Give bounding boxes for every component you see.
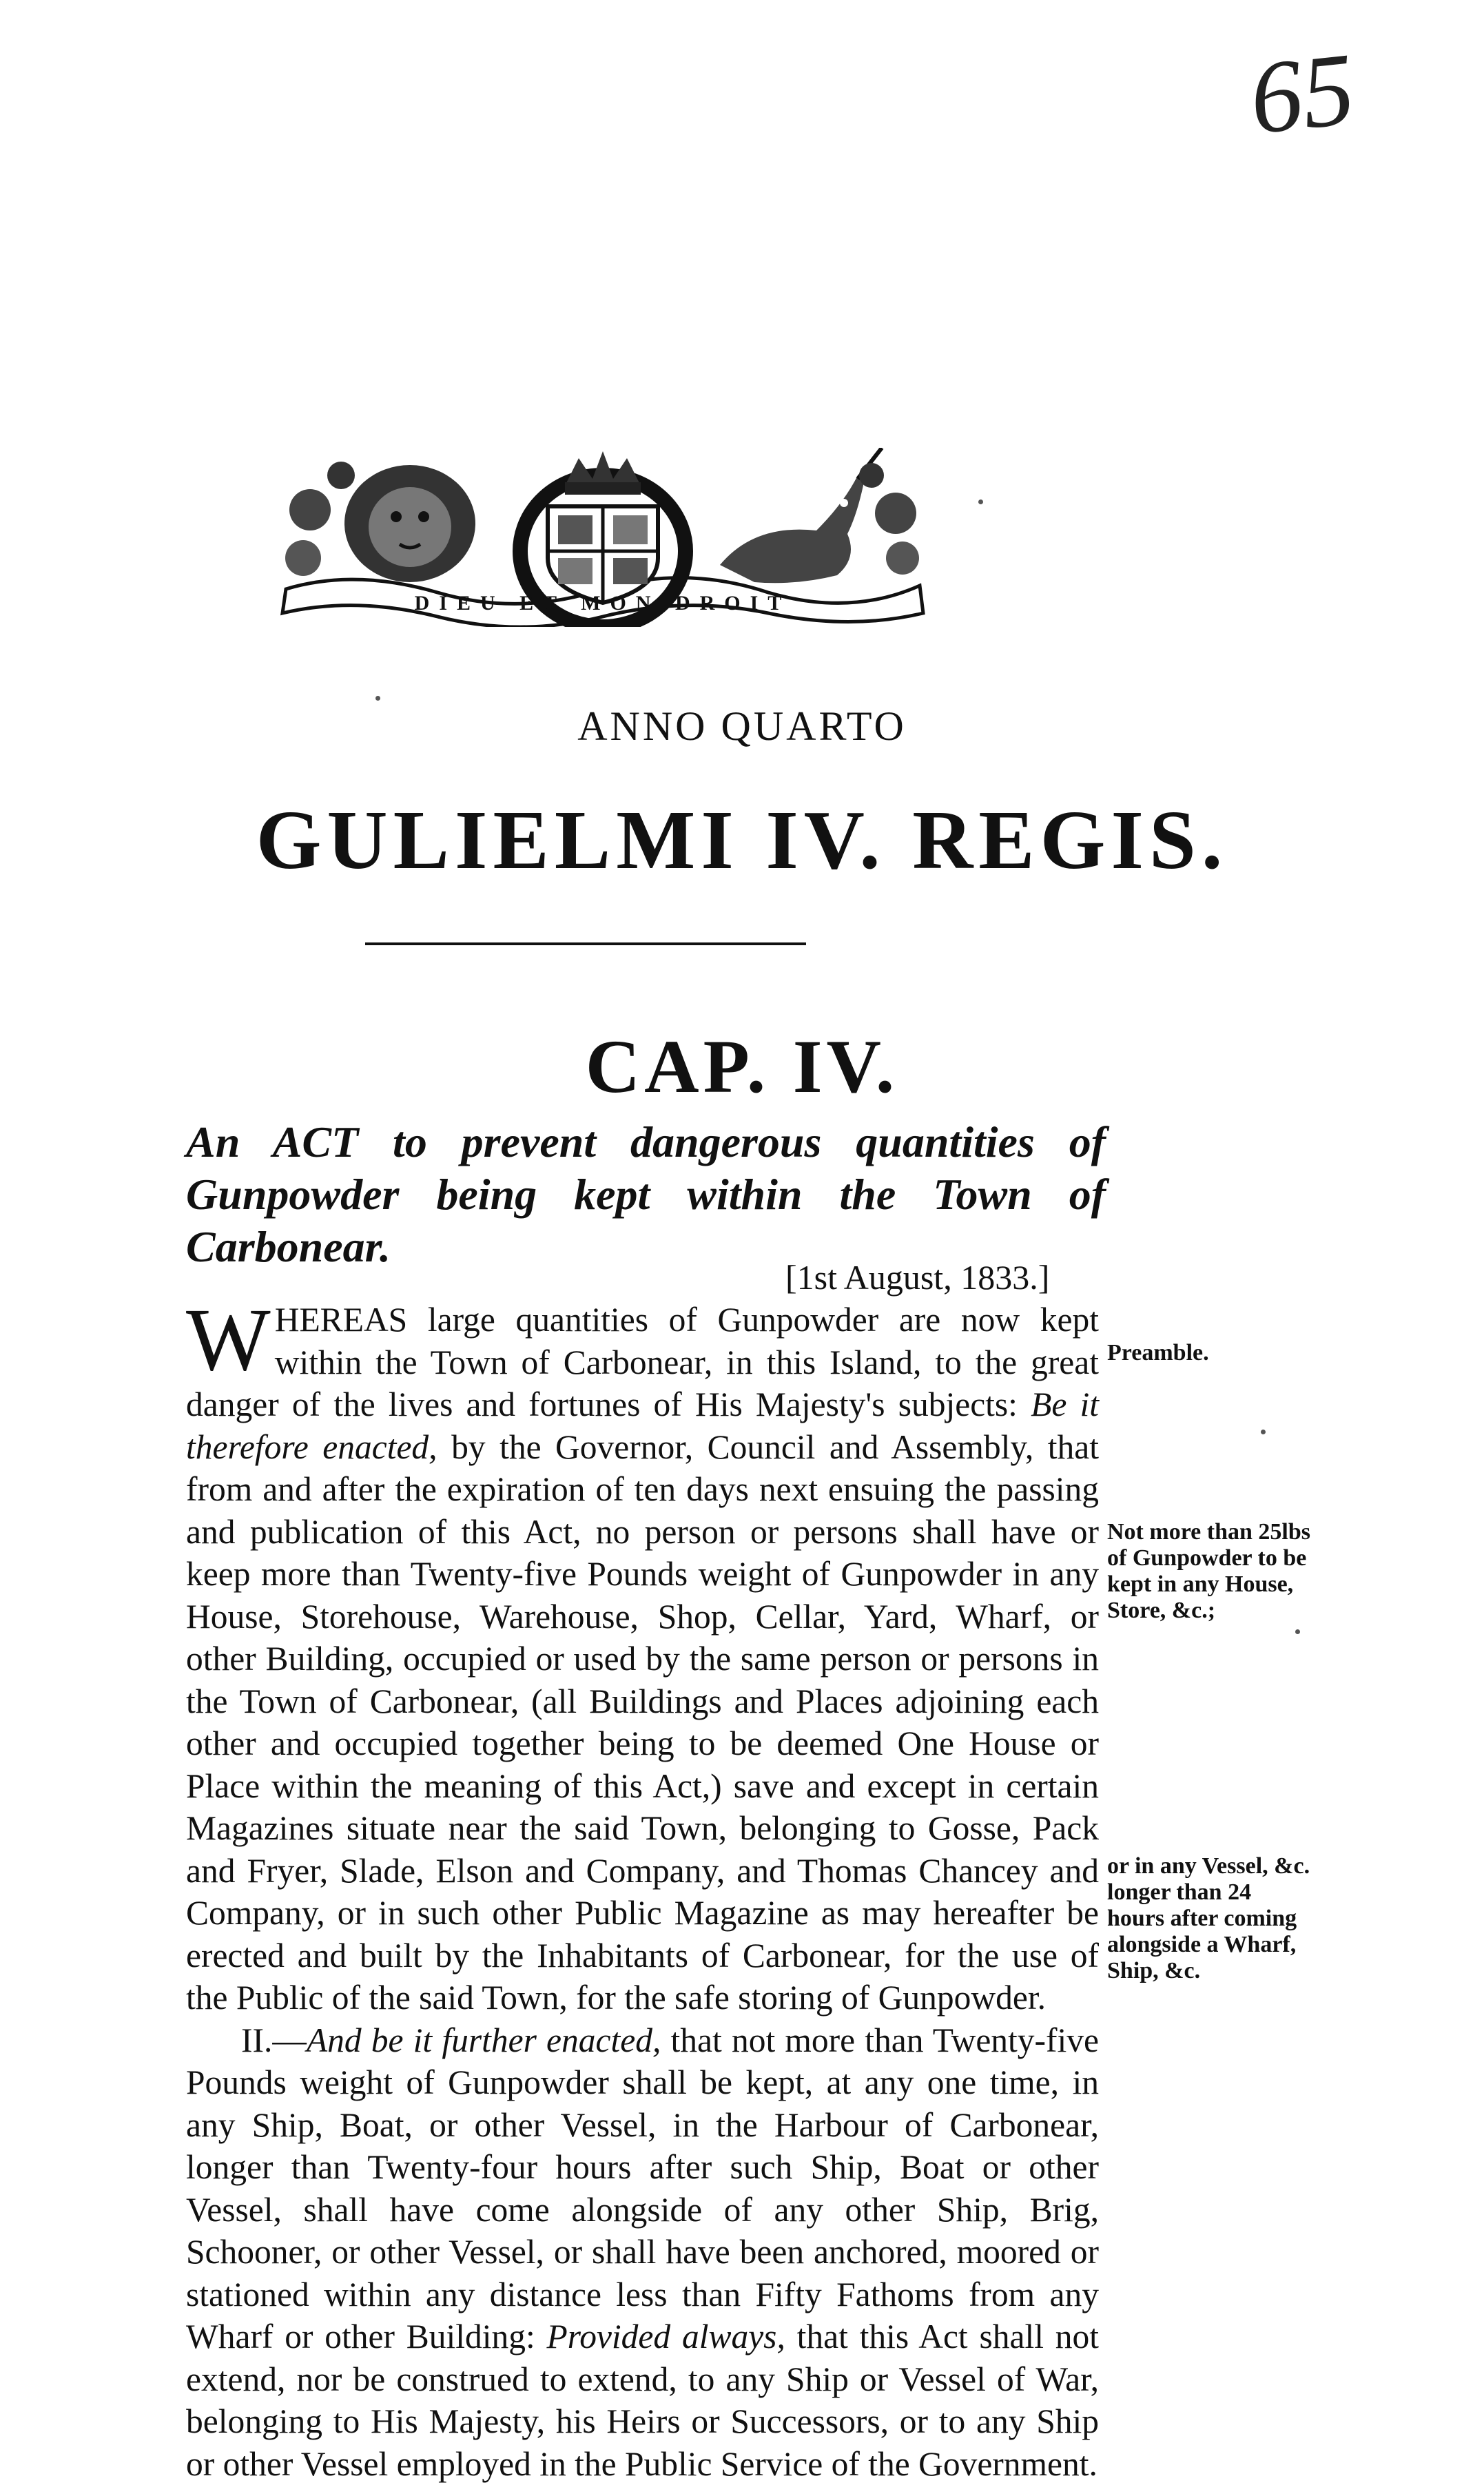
heading-anno: ANNO QUARTO	[0, 703, 1484, 750]
print-speck	[978, 499, 983, 504]
heading-cap: CAP. IV.	[0, 1023, 1484, 1111]
section-two-text-b: that this Act shall not extend, nor be construed to extend, to any Ship or Vessel of War, belonging to His Majesty, his Heirs or Successors, or to any Ship or other Vessel employed in the Public Service of the Government.	[186, 2318, 1099, 2483]
unicorn-icon	[720, 448, 882, 583]
royal-coat-of-arms	[272, 448, 934, 627]
preamble-paragraph	[186, 1299, 1099, 2019]
section-number: II.—	[241, 2021, 307, 2059]
crest-motto: DIEU ET MON DROIT	[415, 592, 792, 615]
margin-note-vessel: or in any Vessel, &c. longer than 24 hours after coming alongside a Wharf, Ship, &c.	[1107, 1853, 1314, 1984]
preamble-text-b: by the Governor, Council and Assembly, that from and after the expiration of ten days next ensuing the passing and publication of this Act, no person or persons shall have or keep more than Twenty-five Pounds weight of Gunpowder in any House, Storehouse, Warehouse, Shop, Cellar, Yard, Wharf, or other Building, occupied or used by the same person or persons in the Town of Carbonear, (all Buildings and Places adjoining each other and occupied together being to be deemed One House or Place within the meaning of this Act,) save and except in certain Magazines situate near the said Town, belonging to Gosse, Pack and Fryer, Slade, Elson and Company, and Thomas Chancey and Company, or in such other Public Magazine as may hereafter be erected and built by the Inhabitants of Carbonear, for the use of the Public of the said Town, for the safe storing of Gunpowder.	[186, 1428, 1099, 2017]
proviso-clause: Provided always,	[547, 2318, 785, 2355]
lion-icon	[344, 465, 475, 582]
page-number: 65	[1244, 30, 1359, 158]
print-speck	[375, 696, 380, 701]
heading-regis: GULIELMI IV. REGIS.	[0, 792, 1484, 889]
drop-cap: W	[186, 1304, 271, 1376]
print-speck	[1261, 1430, 1266, 1434]
crown-icon	[565, 451, 641, 495]
print-speck	[1295, 1629, 1300, 1634]
section-two-clause: And be it further enacted,	[307, 2021, 661, 2059]
act-title: An ACT to prevent dangerous quantities of Gunpowder being kept within the Town of Carbonear.	[186, 1116, 1106, 1273]
divider	[365, 942, 806, 945]
margin-note-preamble: Preamble.	[1107, 1340, 1314, 1366]
section-two-paragraph	[186, 2019, 1099, 2485]
act-date: [1st August, 1833.]	[785, 1257, 1049, 1297]
preamble-text-a: HEREAS large quantities of Gunpowder are now kept within the Town of Carbonear, in this Island, to the great danger of the lives and fortunes of His Majesty's subjects:	[186, 1301, 1099, 1423]
shield-icon	[548, 506, 658, 603]
section-two-text-a: that not more than Twenty-five Pounds weight of Gunpowder shall be kept, at any one time, in any Ship, Boat, or other Vessel, in the Harbour of Carbonear, longer than Twenty-four hours after such Ship, Boat or other Vessel, shall have come alongside of any other Ship, Brig, Schooner, or other Vessel, or shall have been anchored, moored or stationed within any distance less than Fifty Fathoms from any Wharf or other Building:	[186, 2021, 1099, 2356]
enacting-clause: Be it therefore enacted,	[186, 1385, 1099, 1466]
margin-note-gunpowder: Not more than 25lbs of Gunpowder to be kept in any House, Store, &c.;	[1107, 1519, 1314, 1624]
act-body	[186, 1299, 1099, 2485]
